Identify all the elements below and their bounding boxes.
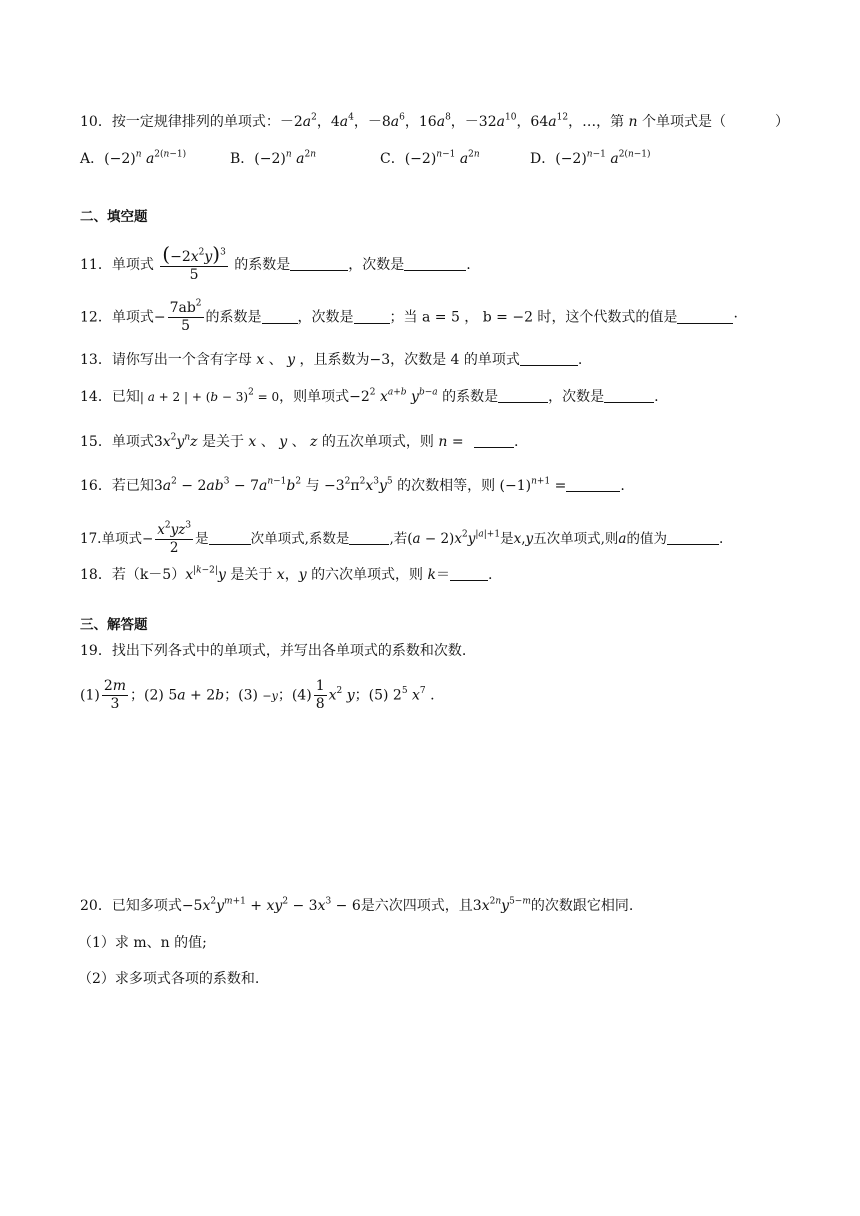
q12-text-4: ，这个代数式的值是: [551, 309, 678, 326]
q15-end: .: [514, 434, 519, 450]
question-10: [80, 112, 726, 132]
question-15: 15．单项式$3x^2y^nz$ 是关于 x 、 y 、 z 的五次单项式，则 n = .: [80, 432, 519, 450]
q18-text-4: ＝: [436, 567, 450, 583]
q10-label: 10．按一定规律排列的单项式：: [80, 114, 280, 130]
q18-blank[interactable]: [450, 566, 488, 581]
q15-label: 15．单项式: [80, 434, 154, 450]
q17-text-4: 是: [500, 531, 514, 547]
q13-end: .: [577, 352, 583, 368]
section-answer-heading: 三、解答题: [80, 617, 148, 633]
q15-text-1: 是关于: [201, 434, 244, 450]
q14-blank-1[interactable]: [498, 388, 548, 403]
q17-end: .: [718, 531, 724, 547]
q17-label: 17.单项式: [80, 531, 142, 547]
question-14: 14．已知| a + 2 | + $(b - 3)^2 = 0$，则单项式$-2^2$ $x^{a+b}$ $y^{b-a}$ 的系数是 ，次数是 .: [80, 387, 659, 405]
q15-text-2: 的五次单项式，则: [321, 434, 434, 450]
q16-label: 16．若已知: [80, 478, 154, 494]
q18-end: .: [488, 567, 493, 583]
q11-expression: $\frac{(-2x^2y)^3}{5}$: [162, 242, 226, 283]
question-16: 16．若已知$3a^2 - 2ab^3 - 7a^{n-1}b^2$ 与 $-3^2\pi^2x^3y^5$ 的次数相等，则 $(-1)^{n+1}$ = .: [80, 476, 625, 494]
q10-seq-tail: ，…，第: [568, 114, 625, 130]
option-a-label: A．: [80, 151, 105, 167]
q13-text-2: ，且系数为: [299, 352, 370, 368]
q14-text-3: ，次数是: [548, 389, 605, 405]
q16-blank[interactable]: [566, 477, 620, 492]
q17-blank-1[interactable]: [209, 530, 251, 545]
q18-text-2: 是关于: [230, 567, 273, 583]
question-20: 20．已知多项式$-5x^2y^{m+1} + xy^2 - 3x^3 - 6$是六次四项式，且$3x^{2n}y^{5-m}$的次数跟它相同.: [80, 896, 634, 914]
q17-text-2: 次单项式,系数是: [250, 531, 350, 547]
q19-item-4: $\frac{1}{8}$: [315, 678, 325, 712]
q20-text-2: 的次数跟它相同.: [530, 898, 634, 914]
q17-text-5: 五次单项式,则: [533, 531, 619, 547]
q19-item-1: $\frac{2m}{3}$: [103, 678, 127, 712]
q12-text-2: ，次数是: [297, 309, 354, 326]
option-d-label: D．: [530, 151, 556, 167]
question-12: 12．单项式− $\frac{7ab^2}{5}$ 的系数是 ，次数是 ；当 a = 5 ， b = −2 时，这个代数式的值是 ·: [80, 298, 738, 334]
q17-expression: $\frac{x^2yz^3}{2}$: [157, 520, 192, 556]
q16-text-2: 的次数相等，则: [397, 478, 496, 494]
q10-option-b[interactable]: B．$(-2)^n$ $a^{2n}$: [230, 149, 316, 167]
question-19: 19．找出下列各式中的单项式，并写出各单项式的系数和次数.: [80, 643, 467, 659]
q12-blank-1[interactable]: [262, 309, 298, 324]
question-18: 18．若$(k-5)x^{|k-2|}y$ 是关于 x，y 的六次单项式，则 k＝ .: [80, 565, 493, 583]
q12-text-1: 的系数是: [205, 309, 262, 326]
q16-text-1: 与: [305, 478, 320, 494]
q10-option-a[interactable]: A．$(-2)^n$ $a^{2(n-1)}$: [80, 149, 187, 167]
q18-text-3: 的六次单项式，则: [311, 567, 424, 583]
q17-text-1: 是: [195, 531, 209, 547]
q17-text-3: ,若: [389, 531, 408, 547]
question-13: 13．请你写出一个含有字母 x 、 y ，且系数为−3，次数是 4 的单项式 .: [80, 352, 583, 368]
question-17: 17.单项式− $\frac{x^2yz^3}{2}$ 是 次单项式,系数是 ,若$(a - 2)x^2y^{|a|+1}$是x,y五次单项式,则a的值为 .: [80, 520, 724, 556]
q13-blank[interactable]: [520, 351, 578, 366]
q16-end: .: [620, 478, 625, 494]
section-fill-in-heading: 二、填空题: [80, 209, 148, 225]
q12-expression: $\frac{7ab^2}{5}$: [169, 298, 202, 334]
q12-label: 12．单项式: [80, 309, 154, 326]
q10-option-d[interactable]: D．$(-2)^{n-1}$ $a^{2(n-1)}$: [530, 149, 651, 167]
q17-blank-2[interactable]: [349, 530, 389, 545]
q17-blank-3[interactable]: [667, 530, 719, 545]
q11-text-1: 的系数是: [234, 257, 291, 273]
q13-text-3: ，次数是 4 的单项式: [390, 352, 520, 368]
question-11: [80, 242, 471, 284]
q10-n: n: [628, 114, 638, 130]
q20-text-1: 是六次四项式，且: [360, 898, 473, 914]
q11-blank-2[interactable]: [404, 256, 466, 271]
q20-label: 20．已知多项式: [80, 898, 182, 914]
q10-option-c[interactable]: C．$(-2)^{n-1}$ $a^{2n}$: [380, 149, 480, 167]
q11-label: 11．单项式: [80, 257, 154, 273]
q14-text-2: 的系数是: [442, 389, 499, 405]
q17-text-6: 的值为: [626, 531, 667, 547]
q12-blank-3[interactable]: [677, 309, 733, 324]
q13-text-1: 13．请你写出一个含有字母: [80, 352, 252, 368]
q14-end: .: [654, 389, 659, 405]
option-b-label: B．: [230, 151, 255, 167]
q20-part-2: （2）求多项式各项的系数和.: [78, 971, 260, 987]
q14-condition: | a + 2 | + $(b - 3)^2 = 0$: [139, 387, 280, 404]
q18-text-1: 18．若（k－5）: [80, 567, 186, 583]
q10-sequence: $-2a^2$，$4a^4$，$-8a^6$，$16a^8$，$-32a^{10}$，$64a^{12}$: [279, 112, 569, 130]
q14-label: 14．已知: [80, 389, 140, 405]
q12-blank-2[interactable]: [354, 309, 390, 324]
q11-blank-1[interactable]: [290, 256, 348, 271]
q20-part-1: （1）求 m、n 的值;: [78, 935, 207, 951]
q10-close-paren: ）: [775, 114, 789, 130]
q12-text-3: ；当: [389, 309, 418, 326]
q10-tail: 个单项式是（: [642, 114, 727, 130]
q11-text-2: ，次数是: [348, 257, 405, 273]
option-c-label: C．: [380, 151, 405, 167]
q14-text-1: ，则单项式: [279, 389, 350, 405]
q19-items: (1) $\frac{2m}{3}$ ；(2) 5a + 2b；(3) −y；(4) $\frac{1}{8}$ $x^2$ y；(5) $2^5$ $x^7$ .: [80, 678, 435, 712]
q11-end: .: [466, 257, 471, 273]
q15-blank[interactable]: [474, 433, 514, 448]
q14-blank-2[interactable]: [604, 388, 654, 403]
